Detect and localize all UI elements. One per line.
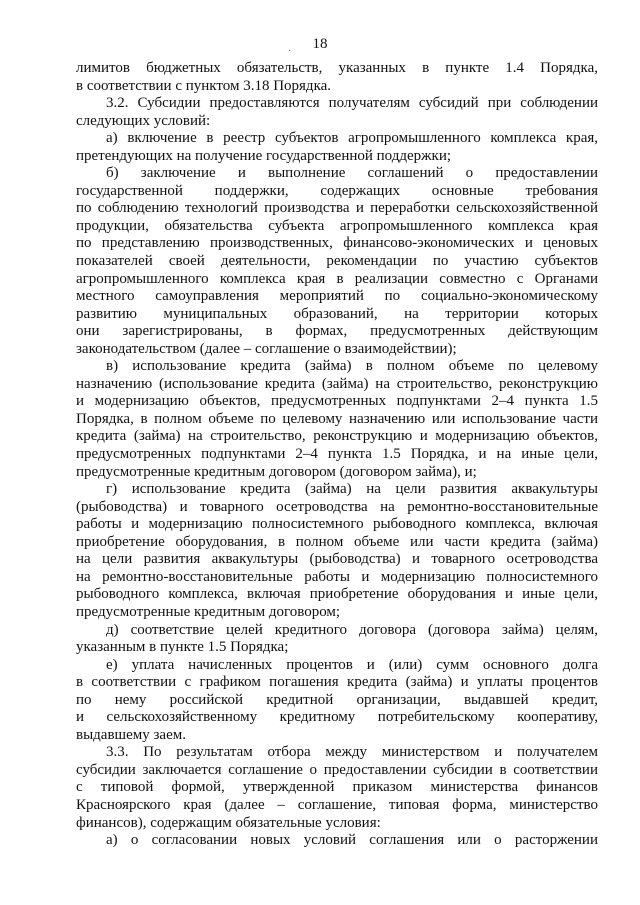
text-line: указанным в пункте 1.5 Порядка; xyxy=(76,639,289,656)
text-line: показателей своей деятельности, рекомендации по участию субъектов xyxy=(76,253,598,270)
text-line: е) уплата начисленных процентов и (или) сумм основного долга xyxy=(106,656,598,673)
para-continuation xyxy=(76,60,598,95)
document-body xyxy=(76,60,598,850)
text-line: д) соответствие целей кредитного договора (договора займа) целям, xyxy=(106,621,598,638)
text-line: и модернизацию объектов, предусмотренных подпунктами 2–4 пункта 1.5 xyxy=(76,393,598,410)
text-line: агропромышленного комплекса края в реализации совместно с Органами xyxy=(76,270,598,287)
text-line: развитию муниципальных образований, на территории которых xyxy=(76,305,598,322)
text-line: они зарегистрированы, в формах, предусмотренных действующим xyxy=(76,323,598,340)
text-line: а) о согласовании новых условий соглашения или о расторжении xyxy=(106,832,598,849)
text-line: б) заключение и выполнение соглашений о предоставлении xyxy=(106,165,598,182)
text-line: кредита (займа) на строительство, реконструкцию и модернизацию объектов, xyxy=(76,428,598,445)
text-line: приобретение оборудования, в полном объеме или части кредита (займа) xyxy=(76,533,598,550)
text-line: назначению (использование кредита (займа) на строительство, реконструкцию xyxy=(76,375,598,392)
para-3-2 xyxy=(76,95,598,130)
text-line: предусмотренные кредитным договором; xyxy=(76,603,341,620)
text-line: 3.3. По результатам отбора между министерством и получателем xyxy=(106,744,598,761)
text-line: Красноярского края (далее – соглашение, типовая форма, министерство xyxy=(76,796,598,813)
text-line: следующих условий: xyxy=(76,112,211,129)
text-line: на ремонтно-восстановительные работы и модернизацию полносистемного xyxy=(76,568,598,585)
text-line: законодательством (далее – соглашение о взаимодействии); xyxy=(76,340,457,357)
text-line: работы и модернизацию полносистемного рыбоводного комплекса, включая xyxy=(76,516,598,533)
para-3-3 xyxy=(76,744,598,832)
para-3-2-b xyxy=(76,165,598,358)
text-line: лимитов бюджетных обязательств, указанных в пункте 1.4 Порядка, xyxy=(76,60,598,76)
text-line: Порядка, в полном объеме по целевому назначению или использование части xyxy=(76,410,598,427)
text-line: местного самоуправления мероприятий по социально-экономическому xyxy=(76,288,598,305)
text-line: предусмотренных подпунктами 2–4 пункта 1.5 Порядка, и на иные цели, xyxy=(76,446,598,463)
text-line: государственной поддержки, содержащих основные требования xyxy=(76,182,598,199)
para-3-2-g xyxy=(76,481,598,621)
text-line: по представлению производственных, финансово-экономических и ценовых xyxy=(76,235,598,252)
para-3-2-e xyxy=(76,657,598,745)
text-line: субсидии заключается соглашение о предоставлении субсидии в соответствии xyxy=(76,761,598,778)
text-line: в соответствии с пунктом 3.18 Порядка. xyxy=(76,77,332,94)
page-number: 18 xyxy=(312,36,328,52)
text-line: (рыбоводства) и товарного осетроводства на ремонтно-восстановительные xyxy=(76,498,598,515)
text-line: 3.2. Субсидии предоставляются получателям субсидий при соблюдении xyxy=(106,95,598,112)
para-3-2-d xyxy=(76,622,598,657)
text-line: на цели развития аквакультуры (рыбоводства) и товарного осетроводства xyxy=(76,551,598,568)
text-line: по соблюдению технологий производства и переработки сельскохозяйственной xyxy=(76,200,598,217)
text-line: финансов), содержащим обязательные условия: xyxy=(76,814,381,831)
text-line: предусмотренные кредитным договором (договором займа), и; xyxy=(76,463,477,480)
text-line: рыбоводного комплекса, включая приобретение оборудования и иные цели, xyxy=(76,586,598,603)
para-3-2-v xyxy=(76,358,598,481)
para-3-2-a xyxy=(76,130,598,165)
text-line: в) использование кредита (займа) в полном объеме по целевому xyxy=(106,358,598,375)
para-3-3-a xyxy=(76,832,598,850)
text-line: с типовой формой, утвержденной приказом министерства финансов xyxy=(76,779,598,796)
text-line: продукции, обязательства субъекта агропромышленного комплекса края xyxy=(76,217,598,234)
text-line: претендующих на получение государственной поддержки; xyxy=(76,147,452,164)
text-line: а) включение в реестр субъектов агропромышленного комплекса края, xyxy=(106,130,598,147)
text-line: в соответствии с графиком погашения кредита (займа) и уплаты процентов xyxy=(76,674,598,691)
text-line: г) использование кредита (займа) на цели развития аквакультуры xyxy=(106,481,598,498)
text-line: выдавшему заем. xyxy=(76,726,186,743)
scan-dot-mark: · xyxy=(288,46,292,57)
text-line: и сельскохозяйственному кредитному потребительскому кооперативу, xyxy=(76,709,598,726)
text-line: по нему российской кредитной организации, выдавшей кредит, xyxy=(76,691,598,708)
